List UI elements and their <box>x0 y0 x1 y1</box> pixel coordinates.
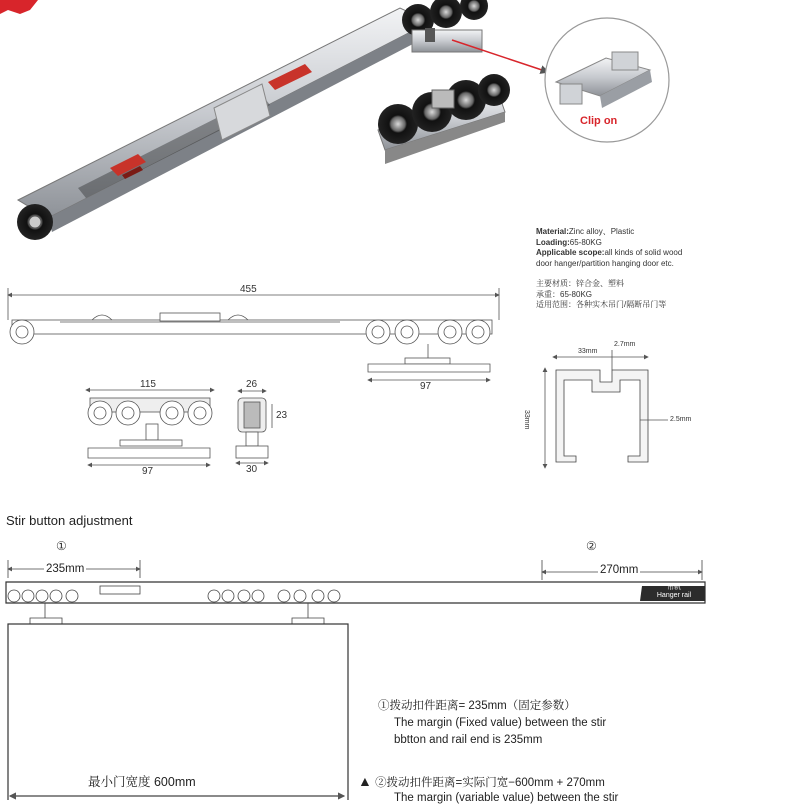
clip-on-label: Clip on <box>580 115 618 127</box>
note-1-en-1: The margin (Fixed value) between the stir <box>394 717 607 729</box>
note-2-cn: ②拨动扣件距离=实际门宽−600mm + 270mm <box>375 777 605 789</box>
note-1 <box>378 698 798 749</box>
note-2-en: The margin (variable value) between the stir <box>394 792 619 804</box>
rail-profile-section <box>545 350 668 468</box>
dim-overall: 455 <box>240 284 257 295</box>
brand-logo <box>0 0 38 14</box>
dim-roller-base: 97 <box>142 466 154 477</box>
dim-side-height: 23 <box>276 410 288 421</box>
spec-cn-scope: 适用范围：各种实木吊门/隔断吊门等 <box>536 300 667 309</box>
note-1-cn: ①拨动扣件距离= 235mm（固定参数） <box>378 700 576 712</box>
spec-loading: Loading:65-80KG <box>536 237 602 247</box>
roller-side-view <box>236 391 272 463</box>
roller-front-view <box>86 390 214 465</box>
note-1-en-2: bbtton and rail end is 235mm <box>394 734 543 746</box>
dim-roller-width: 115 <box>140 379 156 390</box>
marker-1: ① <box>56 539 67 553</box>
dim-trolley-base: 97 <box>420 381 432 392</box>
spec-cn-loading: 承重：65-80KG <box>536 289 593 299</box>
marker-2: ② <box>586 539 597 553</box>
dim-side-width: 26 <box>246 379 258 390</box>
warning-icon: ▲ <box>358 773 372 789</box>
spec-scope-cont: door hanger/partition hanging door etc. <box>536 258 674 268</box>
spec-cn-material: 主要材质：锌合金、塑料 <box>536 279 624 288</box>
dim-235: 235mm <box>46 563 85 575</box>
adjustment-title: Stir button adjustment <box>6 513 133 528</box>
rail-tag-en: Hanger rail <box>656 592 692 599</box>
spec-scope: Applicable scope:all kinds of solid wood <box>536 248 683 257</box>
note-2 <box>358 773 798 807</box>
dim-profile-wall: 2.5mm <box>670 416 692 423</box>
adjustment-diagram <box>6 560 705 800</box>
rail-tag <box>650 584 698 600</box>
dim-side-base: 30 <box>246 464 258 475</box>
trolley-photo <box>378 74 510 164</box>
dim-profile-gap: 2.7mm <box>614 341 636 348</box>
rail-tag-cn: 吊轨 <box>667 584 681 591</box>
spec-block <box>536 227 796 311</box>
dim-profile-height: 33mm <box>523 410 530 430</box>
dim-270: 270mm <box>600 564 639 576</box>
spec-material: Material:Zinc alloy、Plastic <box>536 227 635 236</box>
dim-profile-width: 33mm <box>578 348 598 355</box>
door-min-width-label: 最小门宽度 600mm <box>88 775 196 789</box>
rail-elevation-drawing <box>8 288 499 380</box>
